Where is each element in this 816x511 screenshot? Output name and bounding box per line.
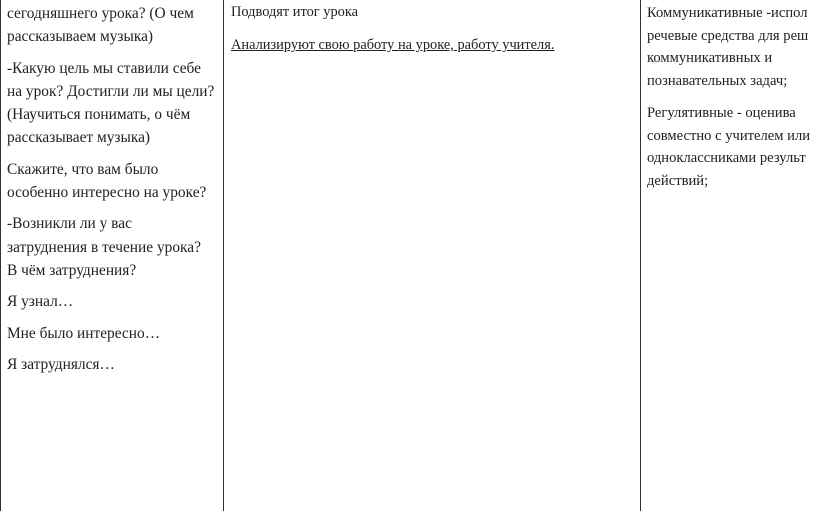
paragraph xyxy=(647,102,816,193)
text-line: особенно интересно на уроке? xyxy=(7,184,207,202)
text-line: Мне было интересно… xyxy=(7,324,161,342)
text-line: В чём затруднения? xyxy=(7,261,137,279)
paragraph xyxy=(7,212,223,282)
paragraph xyxy=(7,353,223,376)
text-line: Я узнал… xyxy=(7,293,74,311)
text-line: совместно с учителем или xyxy=(647,127,811,144)
text-line: действий; xyxy=(647,172,709,189)
text-line: -Какую цель мы ставили себе xyxy=(7,59,202,77)
text-line: Скажите, что вам было xyxy=(7,160,159,178)
text-line: Я затруднялся… xyxy=(7,355,115,373)
text-line: одноклассниками результ xyxy=(647,150,806,167)
text-line: рассказываем музыка) xyxy=(7,28,154,46)
text-line: Регулятивные - оценива xyxy=(647,104,796,121)
paragraph xyxy=(647,2,816,93)
paragraph xyxy=(7,2,223,49)
text-line: (Научиться понимать, о чём xyxy=(7,106,191,124)
paragraph xyxy=(7,158,223,205)
text-line: познавательных задач; xyxy=(647,73,788,90)
paragraph-underlined: Анализируют свою работу на уроке, работу учителя. xyxy=(231,37,555,53)
text-line: на урок? Достигли ли мы цели? xyxy=(7,82,215,100)
text-line: затруднения в течение урока? xyxy=(7,238,201,256)
paragraph xyxy=(7,57,223,150)
text-line: рассказывает музыка) xyxy=(7,129,151,147)
table-cell-student-activity xyxy=(224,0,641,511)
text-line: коммуникативных и xyxy=(647,50,773,67)
paragraph: Подводят итог урока xyxy=(231,4,359,20)
paragraph xyxy=(7,322,223,345)
text-line: речевые средства для реш xyxy=(647,27,809,44)
table-cell-questions xyxy=(0,0,224,511)
paragraph xyxy=(7,290,223,313)
text-line: -Возникли ли у вас xyxy=(7,215,132,233)
text-line: сегодняшнего урока? (О чем xyxy=(7,5,194,22)
table-cell-learning-outcomes xyxy=(641,0,816,511)
text-line: Коммуникативные -испол xyxy=(647,5,808,21)
